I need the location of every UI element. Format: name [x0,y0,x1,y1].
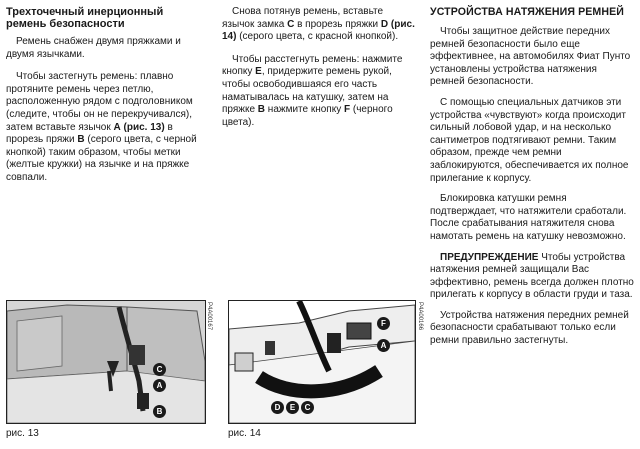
callout-e: E [286,401,299,414]
column-left [6,6,204,195]
callout-d: D [271,401,284,414]
paragraph-warning [430,252,634,302]
paragraph-insert-tongue-c [222,6,416,44]
paragraph-unfasten-instructions [222,54,416,130]
paragraph-activation-condition: Устройства натяжения передних ремней безопасности срабатывают только если ремни правильно застегнуты. [430,309,629,347]
text-run: в прорезь пряжки [294,18,381,30]
callout-b: B [153,405,166,418]
text-run: в прорезь пряжи [6,121,173,146]
label-e: E [255,66,262,78]
callout-a: A [377,339,390,352]
callout-a: A [153,379,166,392]
figure-14-buckle-release [228,300,416,424]
paragraph-pretensioner-intro: Чтобы защитное действие передних ремней безопасности было еще эффективнее, на автомобилях Фиат Пунто установлены устройства натяжения ремней безопасности. [430,26,631,88]
text-run: Чтобы застегнуть ремень: плавно протяните ремень через петлю, расположенную рядом с подголовником (следите, чтобы он не перекручивался), затем вставьте язычок [6,71,193,133]
section-heading-inertial-belt: Трехточечный инерционный ремень безопасности [6,6,164,30]
figure-13-caption: рис. 13 [6,428,39,439]
label-a: A [113,121,121,133]
text-run: , придержите ремень рукой, чтобы освободившаяся его часть наматывалась на катушку, затем на пряжке [222,66,392,116]
text-run: Чтобы расстегнуть ремень: нажмите кнопку [222,53,403,78]
text-run: Снова потянув ремень, вставьте язычок замка [222,6,384,30]
text-run: (черного цвета). [222,104,393,128]
column-right [430,6,634,356]
paragraph-belt-intro: Ремень снабжен двумя пряжками и двумя язычками. [6,36,181,60]
figure-reference: (рис. 13) [123,121,165,133]
column-middle [222,6,416,139]
callout-c: C [301,401,314,414]
label-f: F [344,104,351,116]
section-heading-pretensioners: УСТРОЙСТВА НАТЯЖЕНИЯ РЕМНЕЙ [430,6,624,18]
figure-14-caption: рис. 14 [228,428,261,439]
text-run: Чтобы устройства натяжения ремней защищали Вас эффективно, ремень всегда должен плотно прилегать к корпусу в области груди и таза. [430,251,634,301]
paragraph-reel-lock: Блокировка катушки ремня подтверждает, что натяжители сработали. После срабатывания натяжителя снова намотать ремень на катушку невозможно. [430,193,627,242]
label-d: D [380,18,389,30]
figure-13-rear-seat-belt [6,300,206,424]
label-b: B [77,134,85,146]
figure-reference: (рис. 14) [222,18,415,43]
figure-14-code: P4A00166 [417,302,423,331]
label-b: B [257,104,266,116]
callout-c: C [153,363,166,376]
figure-13-illustration [7,301,205,423]
warning-label: ПРЕДУПРЕЖДЕНИЕ [440,251,539,263]
text-run: (серого цвета, с красной кнопкой). [236,31,399,43]
callout-f: F [377,317,390,330]
paragraph-fasten-instructions [6,71,204,184]
text-run: нажмите кнопку [265,104,344,116]
text-run: (серого цвета, с черной кнопкой) таким образом, чтобы метки (желтые кружки) на язычке и на пряжке совпали. [6,134,197,183]
figure-13-code: P4A00167 [206,302,212,331]
label-c: C [287,18,295,30]
paragraph-sensors: С помощью специальных датчиков эти устройства «чувствуют» когда происходит сильный лобовой удар, и на несколько сантиметров подтягивают ремни. Таким образом, прежде чем ремни заблокируются, обеспечивается их полное прилегание к корпусу. [430,96,629,184]
